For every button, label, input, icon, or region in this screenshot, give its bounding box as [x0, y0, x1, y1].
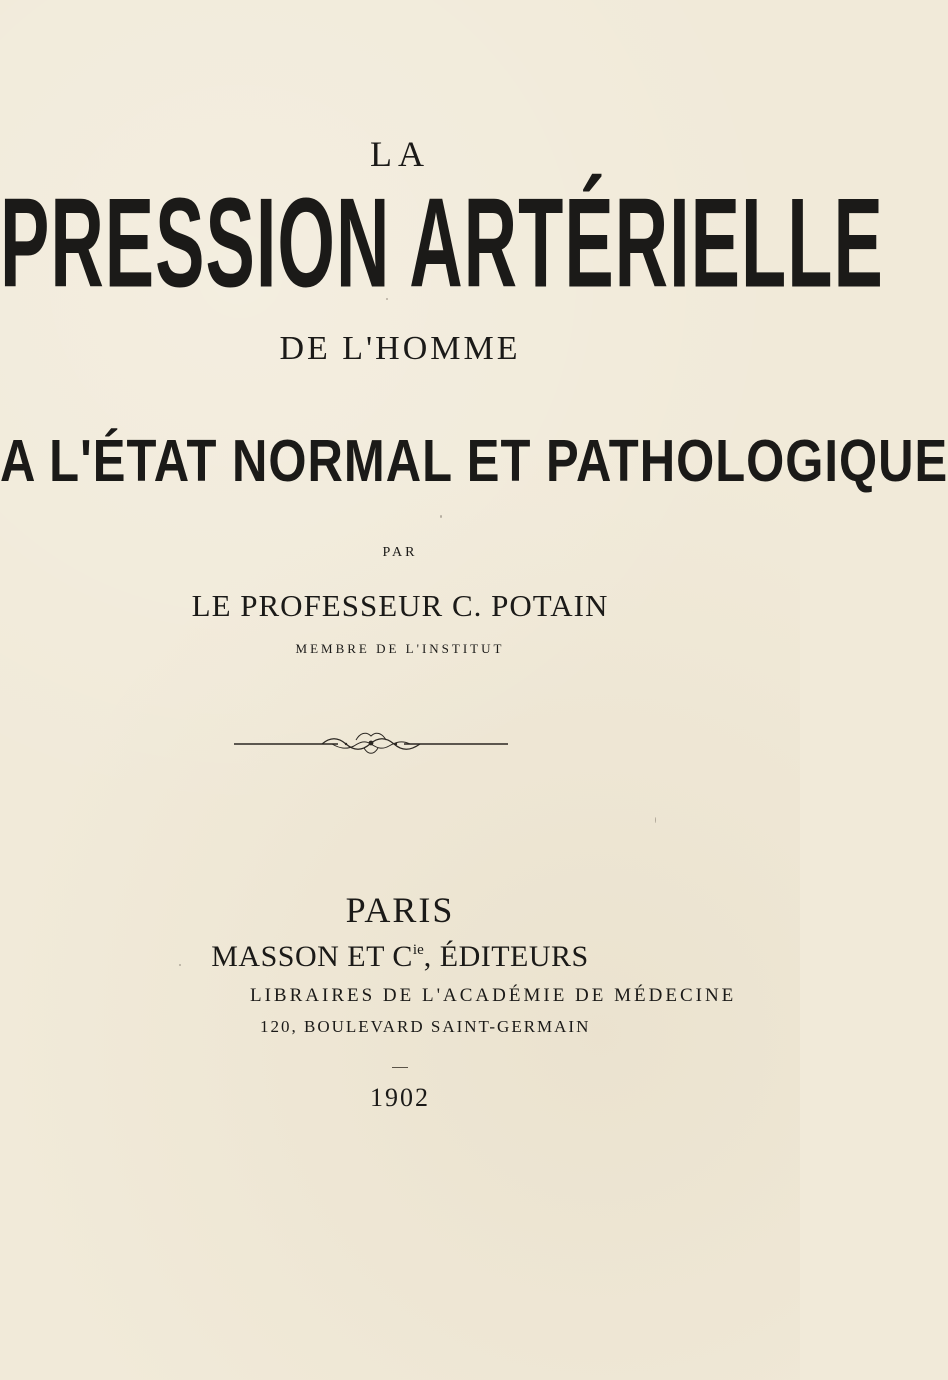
- author-role: MEMBRE DE L'INSTITUT: [295, 641, 505, 656]
- publisher-superscript: ie: [412, 942, 424, 958]
- paper-speck: [179, 964, 181, 966]
- publication-year: 1902: [370, 1083, 430, 1112]
- booksellers-line: LIBRAIRES DE L'ACADÉMIE DE MÉDECINE: [250, 985, 737, 1006]
- author-name: LE PROFESSEUR C. POTAIN: [191, 588, 609, 623]
- year-divider: [392, 1067, 408, 1068]
- subtitle-line-1: DE L'HOMME: [279, 330, 521, 367]
- publication-place: PARIS: [345, 890, 455, 930]
- paper-speck: [655, 817, 656, 823]
- main-title: PRESSION ARTÉRIELLE: [0, 171, 884, 315]
- title-article: LA: [370, 134, 430, 174]
- publisher-name: [0, 940, 800, 974]
- decorative-rule-ornament-icon: [230, 724, 512, 764]
- paper-speck: [386, 298, 388, 300]
- byline-par: PAR: [382, 545, 418, 560]
- publisher-address: 120, BOULEVARD SAINT-GERMAIN: [260, 1017, 591, 1036]
- paper-speck: [440, 515, 442, 518]
- publisher-main: MASSON ET C: [211, 940, 413, 973]
- publisher-tail: , ÉDITEURS: [423, 940, 589, 973]
- subtitle-line-2: A L'ÉTAT NORMAL ET PATHOLOGIQUE: [0, 428, 948, 495]
